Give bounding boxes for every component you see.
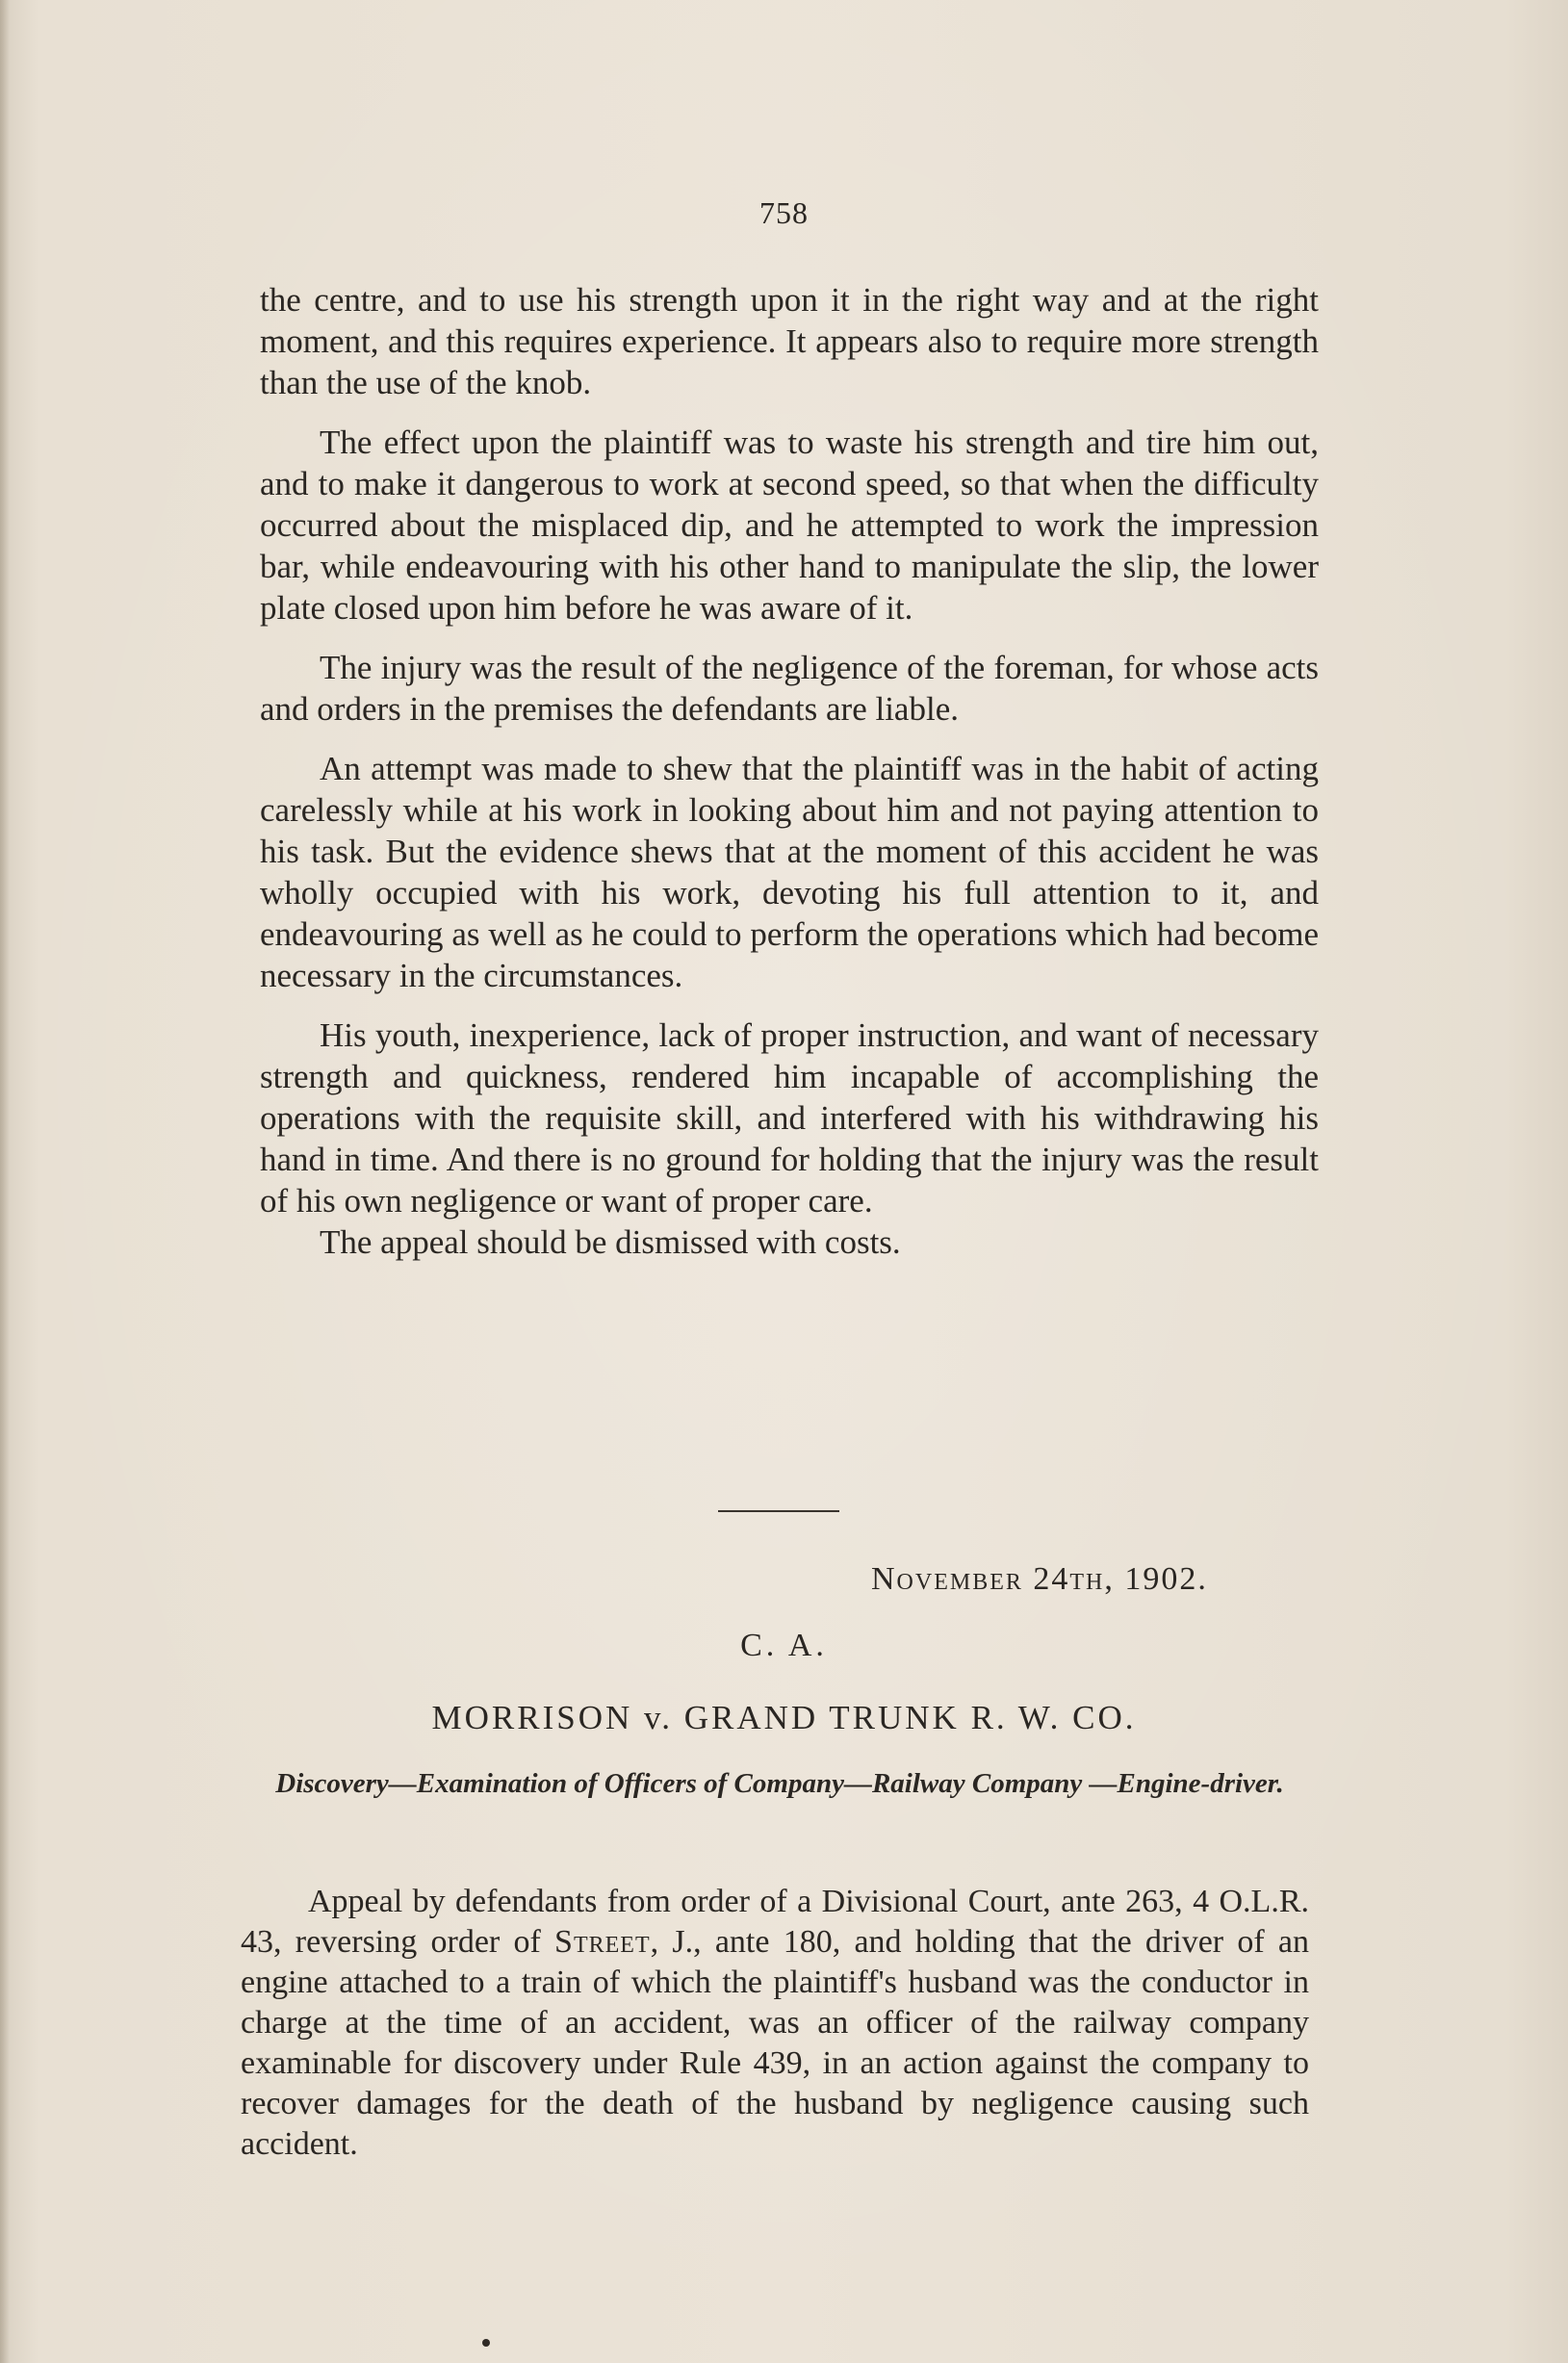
case-headnote: Discovery—Examination of Officers of Company—Railway Company —Engine-driver. [275,1768,1284,1799]
decision-date: November 24th, 1902. [871,1561,1208,1597]
paragraph-youth-inexperience: His youth, inexperience, lack of proper instruction, and want of necessary strength and quickness, rendered him incapable of accomplishing the operations with the requisite skill, and interfered with his withdrawing his hand in time. And there is no ground for holding that the injury was the result of his own negligence or want of proper care. [260,1016,1319,1220]
paragraph-continuation: the centre, and to use his strength upon it in the right way and at the right moment, and this requires experience. It appears also to require more strength than the use of the knob. [260,281,1319,401]
paragraph-effect-on-plaintiff: The effect upon the plaintiff was to waste his strength and tire him out, and to make it dangerous to work at second speed, so that when the difficulty occurred about the misplaced dip, and he attempted to work the impression bar, while endeavouring with his other hand to manipulate the slip, the lower plate closed upon him before he was aware of it. [260,424,1319,627]
paragraph-appeal-dismissed: The appeal should be dismissed with costs. [320,1223,901,1261]
appeal-summary [241,1882,1309,2165]
court-designation: C. A. [740,1628,828,1663]
appeal-text-end: , J., ante 180, and holding that the driver of an engine attached to a train of which the plaintiff's husband was the conductor in charge at the time of an accident, was an officer of the railway company examinable for discovery under Rule 439, in an action against the company to recover damages for the death of the husband by negligence causing such accident. [241,1924,1310,2162]
appeal-text-start: Appeal by defendants from order of a Divisional Court, ante 263, 4 O.L.R. 43, reversing order of [241,1884,1309,1960]
page-number: 758 [759,195,809,230]
case-title: MORRISON v. GRAND TRUNK R. W. CO. [431,1699,1137,1736]
paragraph-injury-negligence: The injury was the result of the negligence of the foreman, for whose acts and orders in the premises the defendants are liable. [260,649,1319,728]
ink-speck [482,2339,490,2347]
judgment-text [260,279,1319,1281]
section-divider [718,1510,839,1512]
page-gutter-shadow [0,0,10,2363]
judge-name: Street [554,1924,651,1960]
paragraph-carelessness-attempt: An attempt was made to shew that the plaintiff was in the habit of acting carelessly while at his work in looking about him and not paying attention to his task. But the evidence shews that at the moment of this accident he was wholly occupied with his work, devoting his full attention to it, and endeavouring as well as he could to perform the operations which had become necessary in the circumstances. [260,750,1319,994]
